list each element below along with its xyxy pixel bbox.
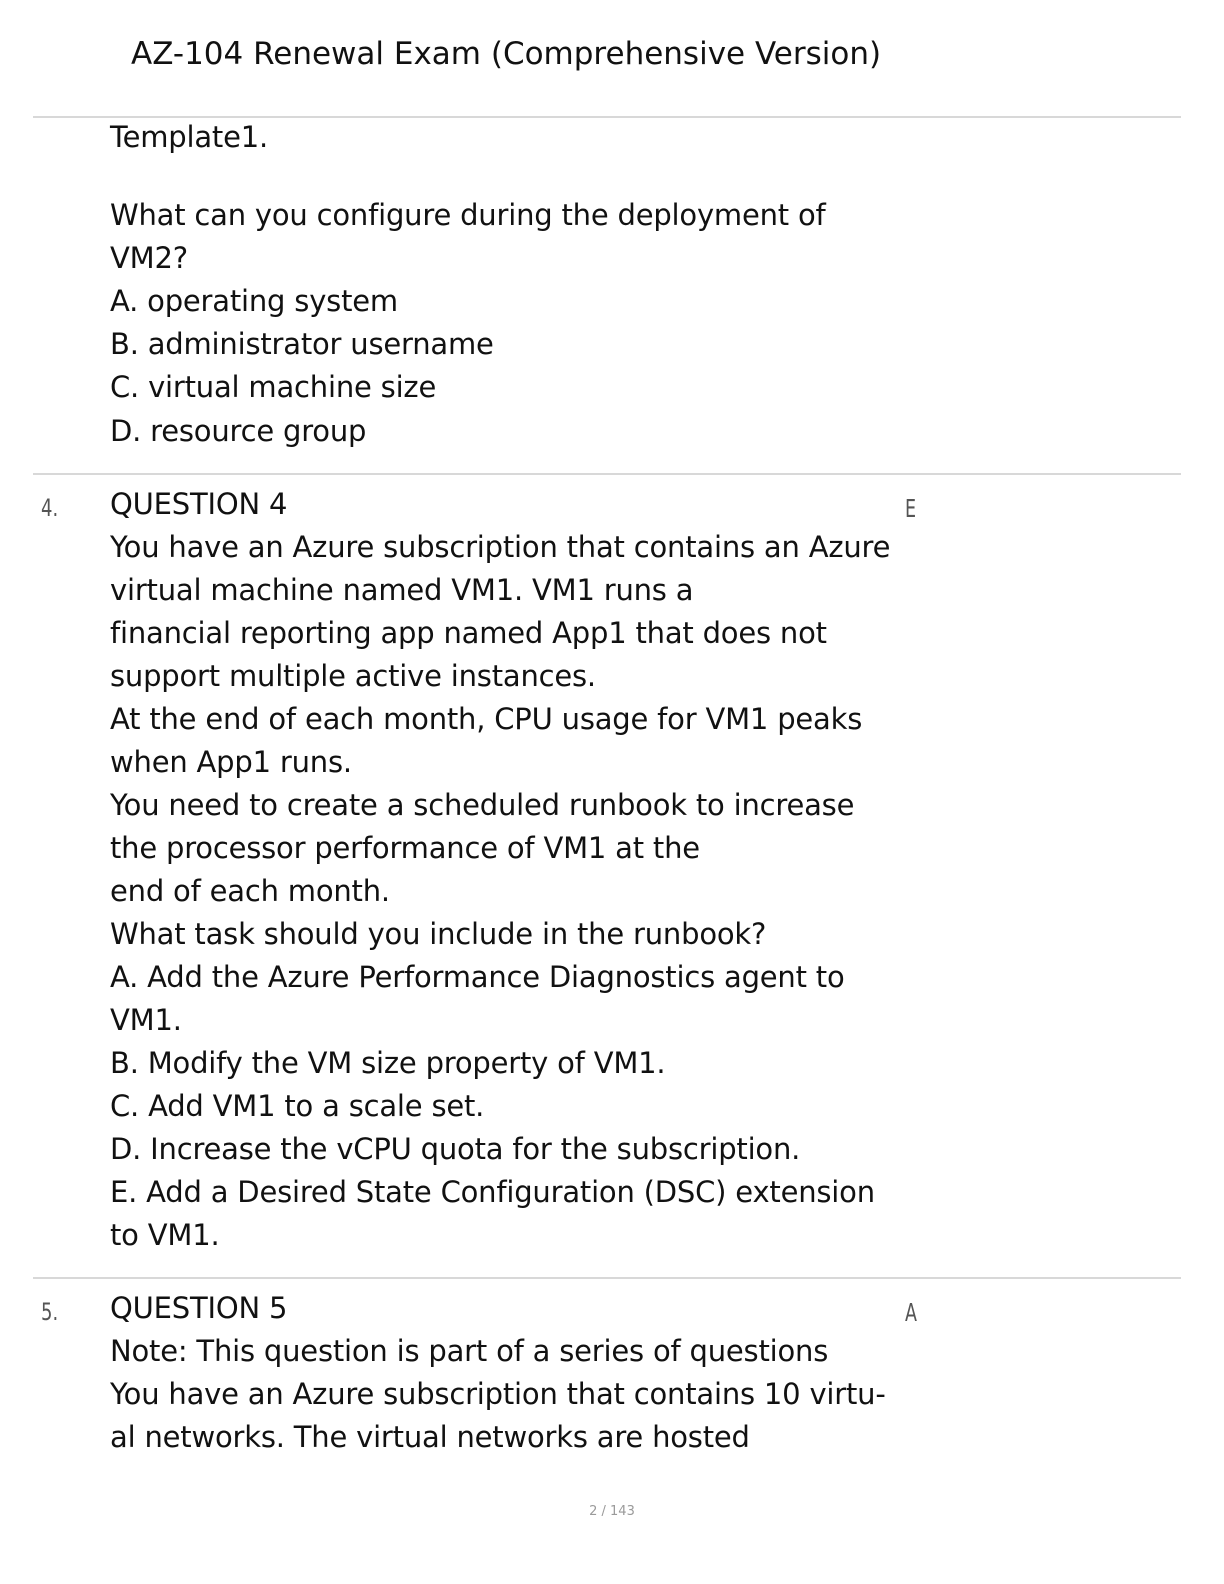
option-a: A. Add the Azure Performance Diagnostics agent to — [110, 960, 845, 994]
question-number: 5. — [41, 1298, 59, 1326]
option-e: E. Add a Desired State Configuration (DSC) extension — [110, 1175, 875, 1209]
divider — [33, 473, 1181, 475]
option-a: A. operating system — [110, 284, 398, 318]
question-heading: QUESTION 5 — [110, 1291, 288, 1325]
text-line: when App1 runs. — [110, 745, 352, 779]
page-number: 2 / 143 — [589, 1504, 635, 1519]
option-a-cont: VM1. — [110, 1003, 182, 1037]
text-line: Note: This question is part of a series of questions — [110, 1334, 829, 1368]
option-d: D. resource group — [110, 414, 367, 448]
document-title: AZ-104 Renewal Exam (Comprehensive Version) — [131, 36, 882, 72]
text-line: VM2? — [110, 241, 188, 275]
answer-key: E — [905, 494, 917, 523]
text-line: You have an Azure subscription that contains an Azure — [110, 530, 891, 564]
text-line: You have an Azure subscription that contains 10 virtu- — [110, 1377, 886, 1411]
text-line: virtual machine named VM1. VM1 runs a — [110, 573, 694, 607]
text-line: Template1. — [110, 120, 268, 154]
option-d: D. Increase the vCPU quota for the subscription. — [110, 1132, 801, 1166]
option-e-cont: to VM1. — [110, 1218, 220, 1252]
text-line: end of each month. — [110, 874, 390, 908]
text-line: At the end of each month, CPU usage for VM1 peaks — [110, 702, 863, 736]
question-prompt: What task should you include in the runbook? — [110, 917, 767, 951]
option-b: B. Modify the VM size property of VM1. — [110, 1046, 666, 1080]
question-number: 4. — [41, 494, 59, 522]
text-line: support multiple active instances. — [110, 659, 596, 693]
option-c: C. virtual machine size — [110, 370, 437, 404]
text-line: You need to create a scheduled runbook to increase — [110, 788, 855, 822]
option-c: C. Add VM1 to a scale set. — [110, 1089, 485, 1123]
answer-key: A — [905, 1298, 917, 1327]
option-b: B. administrator username — [110, 327, 494, 361]
divider — [33, 1277, 1181, 1279]
divider — [33, 116, 1181, 118]
text-line: the processor performance of VM1 at the — [110, 831, 700, 865]
text-line: financial reporting app named App1 that does not — [110, 616, 827, 650]
text-line: al networks. The virtual networks are hosted — [110, 1420, 750, 1454]
text-line: What can you configure during the deployment of — [110, 198, 826, 232]
question-heading: QUESTION 4 — [110, 487, 288, 521]
